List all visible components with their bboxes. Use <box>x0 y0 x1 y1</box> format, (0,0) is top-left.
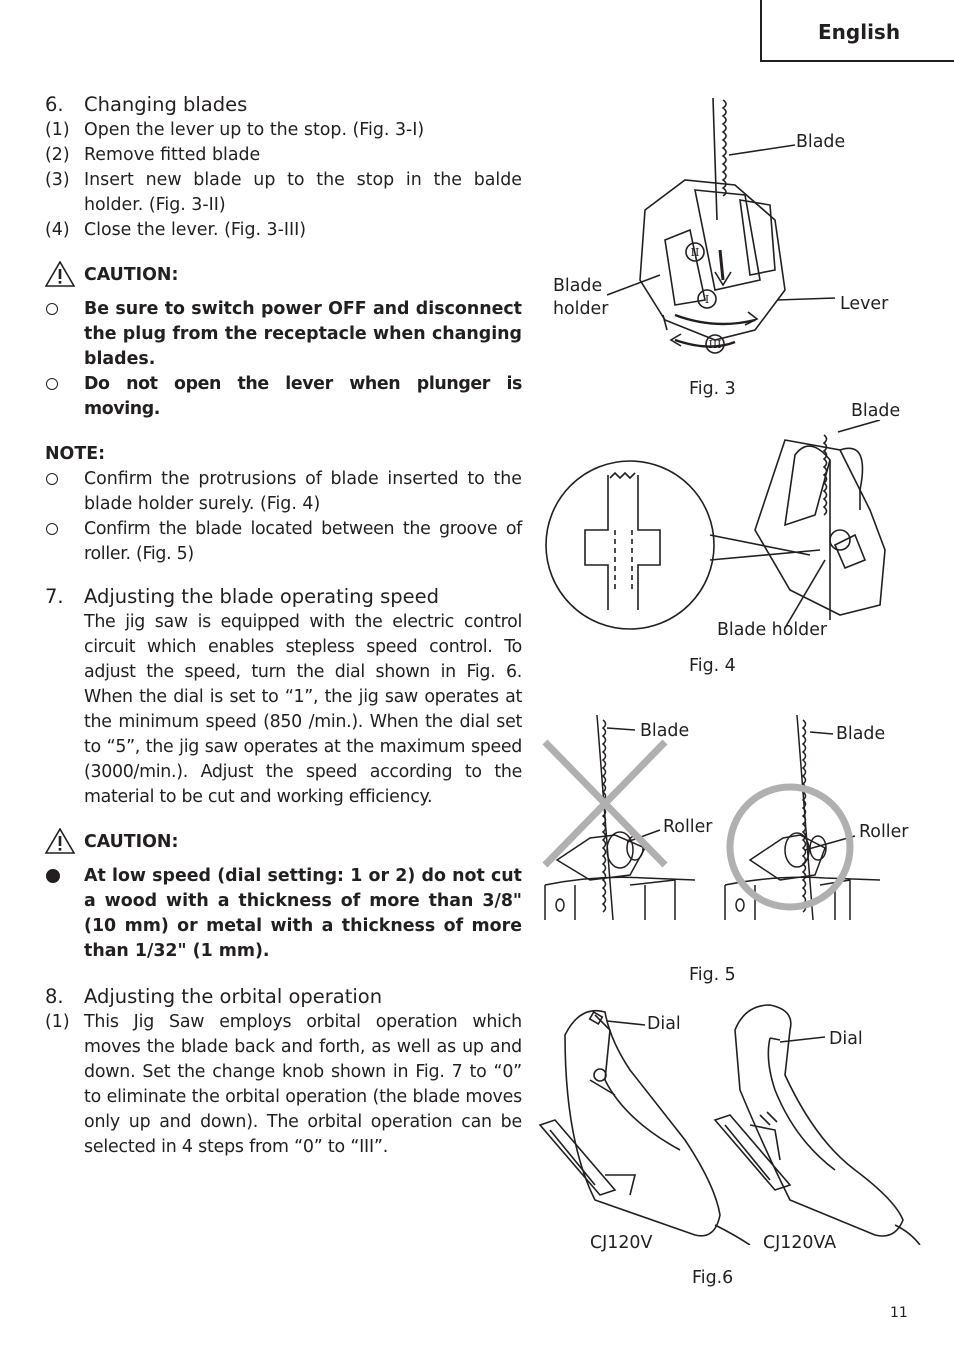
step-number: (1) <box>45 120 70 140</box>
step-number: (3) <box>45 170 70 190</box>
fig5-blade-left-label: Blade <box>640 721 690 741</box>
section-number: 7. <box>45 585 64 608</box>
step-text: This Jig Saw employs orbital operation which moves the blade back and forth, as well as up and down. Set the change knob shown in Fig. 7 to “0” to eliminate the orbital operation (the blade moves only up and down). The orbital operation can be selected in 4 steps from “0” to “III”. <box>84 1012 522 1157</box>
language-tab <box>760 0 954 62</box>
circle-bullet-icon <box>46 378 58 390</box>
fig3-blade-holder-label-1: Blade <box>553 276 603 296</box>
fig3-caption: Fig. 3 <box>689 379 736 399</box>
warning-icon <box>45 261 75 287</box>
fig5-roller-left-label: Roller <box>663 817 713 837</box>
section-body: The jig saw is equipped with the electric control circuit which enables stepless speed control. To adjust the speed, turn the dial shown in Fig. 6. When the dial is set to “1”, the jig saw operates at the minimum speed (850 /min.). When the dial set to “5”, the jig saw operates at the maximum speed (3000/min.). Adjust the speed according to the material to be cut and working efficiency. <box>84 612 522 807</box>
caution-item <box>45 297 522 372</box>
fig6-caption: Fig.6 <box>692 1268 734 1288</box>
fig4-blade-holder-label: Blade holder <box>717 620 828 640</box>
section-8-heading <box>45 984 522 1010</box>
caution-heading <box>45 263 522 288</box>
fig3-blade-holder-label-2: holder <box>553 299 609 319</box>
fig6-model-left-label: CJ120V <box>590 1233 653 1253</box>
step-item <box>45 118 522 143</box>
section-title: Changing blades <box>84 93 248 116</box>
fig5-roller-right-label: Roller <box>859 822 909 842</box>
fig4-illustration <box>540 420 920 630</box>
step-number: (1) <box>45 1012 70 1032</box>
caution-label: CAUTION: <box>84 265 179 285</box>
step-item <box>45 143 522 168</box>
fig3-blade-label: Blade <box>796 132 846 152</box>
step-text: Open the lever up to the stop. (Fig. 3-I) <box>84 120 425 140</box>
section-6-heading <box>45 92 522 118</box>
fig3-mark-1: I <box>704 293 710 306</box>
step-number: (4) <box>45 220 70 240</box>
section-7-heading <box>45 584 522 610</box>
step-text: Close the lever. (Fig. 3-III) <box>84 220 307 240</box>
note-heading: NOTE: <box>45 444 106 464</box>
filled-bullet-icon <box>46 869 60 883</box>
section-number: 6. <box>45 93 64 116</box>
fig4-caption: Fig. 4 <box>689 656 736 676</box>
section-title: Adjusting the blade operating speed <box>84 585 440 608</box>
step-item <box>45 1010 522 1160</box>
note-item <box>45 467 522 517</box>
circle-bullet-icon <box>46 473 58 485</box>
step-text: Remove fitted blade <box>84 145 261 165</box>
fig3-mark-2: II <box>690 246 700 259</box>
section-number: 8. <box>45 985 64 1008</box>
fig4-blade-label: Blade <box>851 401 901 421</box>
note-text: Confirm the blade located between the groove of roller. (Fig. 5) <box>84 519 522 564</box>
caution-text: At low speed (dial setting: 1 or 2) do not cut a wood with a thickness of more than 3/8" (10 mm) or metal with a thickness of more than 1/32" (1 mm). <box>84 866 522 961</box>
fig6-dial-left-label: Dial <box>647 1014 681 1034</box>
fig5-correct-circle <box>730 787 850 907</box>
caution-text: Do not open the lever when plunger is moving. <box>84 374 522 419</box>
fig3-illustration <box>545 90 925 370</box>
fig3-lever-label: Lever <box>840 294 889 314</box>
note-text: Confirm the protrusions of blade inserted to the blade holder surely. (Fig. 4) <box>84 469 522 514</box>
fig6-illustration <box>535 1000 925 1245</box>
language-label: English <box>818 20 901 44</box>
note-item <box>45 517 522 567</box>
caution-label: CAUTION: <box>84 832 179 852</box>
fig3-mark-3: III <box>708 338 722 351</box>
section-title: Adjusting the orbital operation <box>84 985 383 1008</box>
fig6-model-right-label: CJ120VA <box>763 1233 837 1253</box>
caution-heading <box>45 830 522 855</box>
step-number: (2) <box>45 145 70 165</box>
caution-text: Be sure to switch power OFF and disconnect the plug from the receptacle when changing blades. <box>84 299 522 369</box>
fig5-caption: Fig. 5 <box>689 965 736 985</box>
step-item <box>45 218 522 243</box>
text-column <box>45 92 522 1160</box>
fig5-blade-right-label: Blade <box>836 724 886 744</box>
step-text: Insert new blade up to the stop in the balde holder. (Fig. 3-II) <box>84 170 522 215</box>
circle-bullet-icon <box>46 523 58 535</box>
fig6-dial-right-label: Dial <box>829 1029 863 1049</box>
caution-item <box>45 372 522 422</box>
warning-icon <box>45 828 75 854</box>
circle-bullet-icon <box>46 303 58 315</box>
caution-item <box>45 864 522 964</box>
step-item <box>45 168 522 218</box>
page-number: 11 <box>890 1305 908 1321</box>
